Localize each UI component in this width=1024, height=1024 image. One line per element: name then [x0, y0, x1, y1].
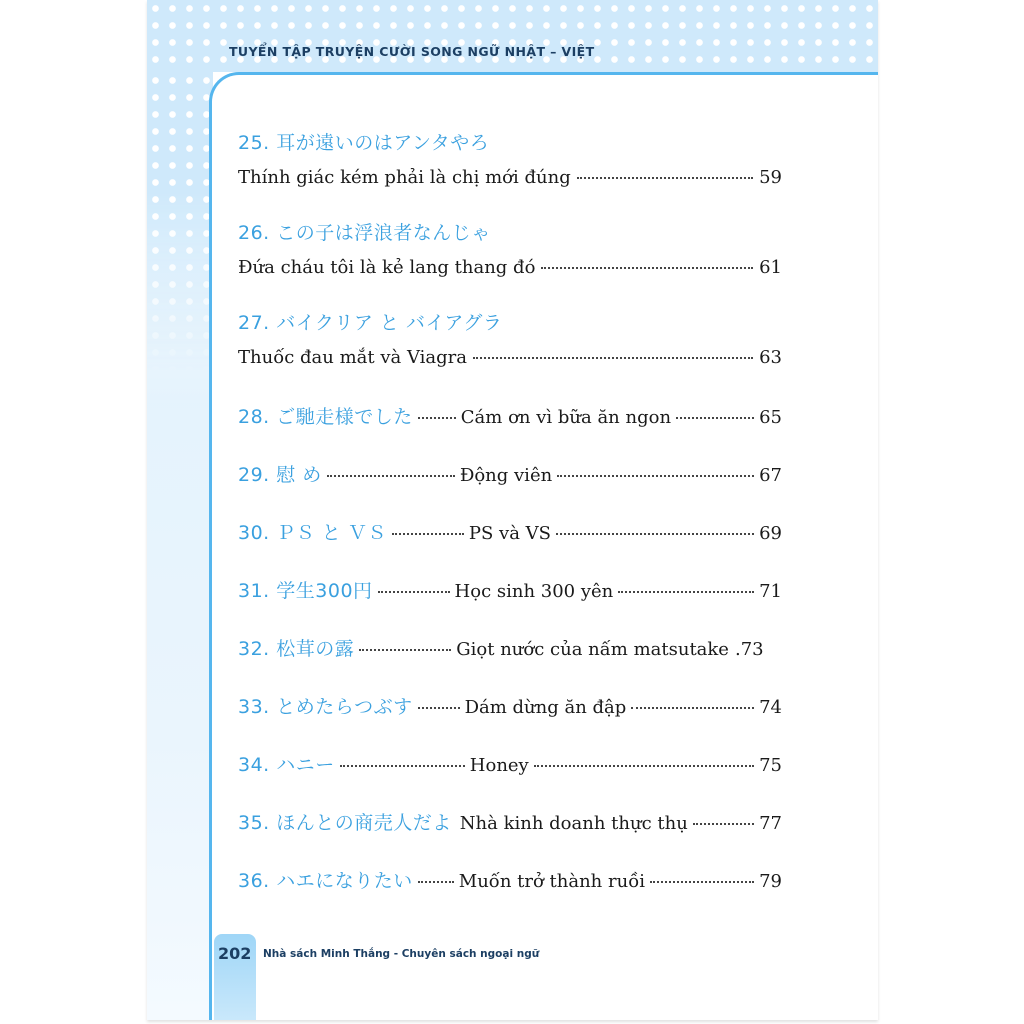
toc-entry-36: [238, 866, 782, 893]
toc-entry-28: [238, 402, 782, 429]
entry-vietnamese-title: Đứa cháu tôi là kẻ lang thang đó: [238, 257, 536, 278]
entry-vietnamese-title: Nhà kinh doanh thực thụ: [459, 813, 688, 834]
dot-leader: [618, 591, 754, 593]
header-dot-pattern: [147, 0, 878, 72]
entry-vietnamese-title: Dám dừng ăn đập: [464, 697, 627, 718]
entry-page-number: 74: [759, 697, 782, 718]
entry-number: 28.: [238, 406, 270, 428]
entry-page-number: 69: [759, 523, 782, 544]
entry-number: 30.: [238, 522, 270, 544]
toc-entry-35: [238, 808, 782, 835]
entry-japanese-title: 慰 め: [276, 464, 322, 486]
dot-leader: [473, 357, 753, 359]
entry-vietnamese-title: Động viên: [459, 465, 553, 486]
entry-number: 33.: [238, 696, 270, 718]
entry-japanese-title: ＰＳ と ＶＳ: [276, 522, 387, 544]
entry-japanese-title: ハニー: [276, 754, 335, 776]
entry-number: 34.: [238, 754, 270, 776]
dot-leader: [676, 417, 754, 419]
running-header-title: TUYỂN TẬP TRUYỆN CƯỜI SONG NGỮ NHẬT – VIỆT: [229, 44, 595, 59]
left-dot-pattern: [147, 72, 213, 372]
entry-page-number: 77: [759, 813, 782, 834]
entry-page-number: 79: [759, 871, 782, 892]
dot-leader: [378, 591, 450, 593]
dot-leader: [577, 177, 753, 179]
entry-page-number: 75: [759, 755, 782, 776]
entry-number: 29.: [238, 464, 270, 486]
entry-japanese-title: この子は浮浪者なんじゃ: [276, 222, 491, 244]
entry-japanese-title: ほんとの商売人だよ: [276, 812, 452, 834]
entry-page-number: 71: [759, 581, 782, 602]
entry-vietnamese-title: Thính giác kém phải là chị mới đúng: [238, 167, 571, 188]
entry-number: 36.: [238, 870, 270, 892]
dot-leader: [418, 417, 456, 419]
entry-page-number: 63: [759, 347, 782, 368]
dot-leader: [650, 881, 754, 883]
dot-leader: [541, 267, 753, 269]
entry-japanese-title: 松茸の露: [276, 638, 355, 660]
entry-number: 35.: [238, 812, 270, 834]
dot-leader: [418, 881, 454, 883]
dot-leader: [327, 475, 455, 477]
entry-japanese-title: 耳が遠いのはアンタやろ: [276, 132, 490, 154]
dot-leader: [392, 533, 464, 535]
entry-vietnamese-title: Cám ơn vì bữa ăn ngon: [460, 407, 672, 428]
entry-number: 31.: [238, 580, 270, 602]
entry-page-number: 59: [759, 167, 782, 188]
dot-leader: [340, 765, 465, 767]
toc-entry-27: [238, 308, 782, 368]
dot-leader: [359, 649, 451, 651]
entry-vietnamese-title: Muốn trở thành ruồi: [458, 871, 645, 892]
entry-number: 26.: [238, 222, 270, 244]
dot-leader: [557, 475, 754, 477]
entry-japanese-title: バイクリア と バイアグラ: [276, 312, 503, 334]
dot-leader: [693, 823, 754, 825]
entry-japanese-title: ハエになりたい: [276, 870, 413, 892]
entry-page-number: 61: [759, 257, 782, 278]
entry-vietnamese-title: Thuốc đau mắt và Viagra: [238, 347, 467, 368]
toc-entry-29: [238, 460, 782, 487]
entry-vietnamese-title: Học sinh 300 yên: [454, 581, 614, 602]
dot-leader: [534, 765, 754, 767]
toc-entry-30: [238, 518, 782, 545]
toc-entry-33: [238, 692, 782, 719]
entry-japanese-title: ご馳走様でした: [276, 406, 413, 428]
dot-leader: [631, 707, 754, 709]
entry-vietnamese-title: Giọt nước của nấm matsutake: [456, 639, 729, 660]
toc-entry-31: [238, 576, 782, 603]
toc-entry-25: [238, 128, 782, 188]
entry-vietnamese-title: Honey: [469, 755, 529, 776]
toc-entry-34: [238, 750, 782, 777]
entry-japanese-title: 学生300円: [276, 580, 373, 602]
dot-leader: [418, 707, 460, 709]
toc-entry-32: [238, 634, 782, 661]
entry-page-number: 65: [759, 407, 782, 428]
entry-number: 25.: [238, 132, 270, 154]
entry-number: 27.: [238, 312, 270, 334]
toc-entry-26: [238, 218, 782, 278]
dot-leader: [556, 533, 754, 535]
footer-publisher: Nhà sách Minh Thắng - Chuyên sách ngoại ngữ: [263, 948, 540, 960]
entry-vietnamese-title: PS và VS: [468, 523, 551, 544]
entry-page-number: 67: [759, 465, 782, 486]
entry-japanese-title: とめたらつぶす: [276, 696, 413, 718]
entry-page-number: .73: [734, 639, 764, 660]
footer-page-number: 202: [218, 944, 252, 963]
entry-number: 32.: [238, 638, 270, 660]
